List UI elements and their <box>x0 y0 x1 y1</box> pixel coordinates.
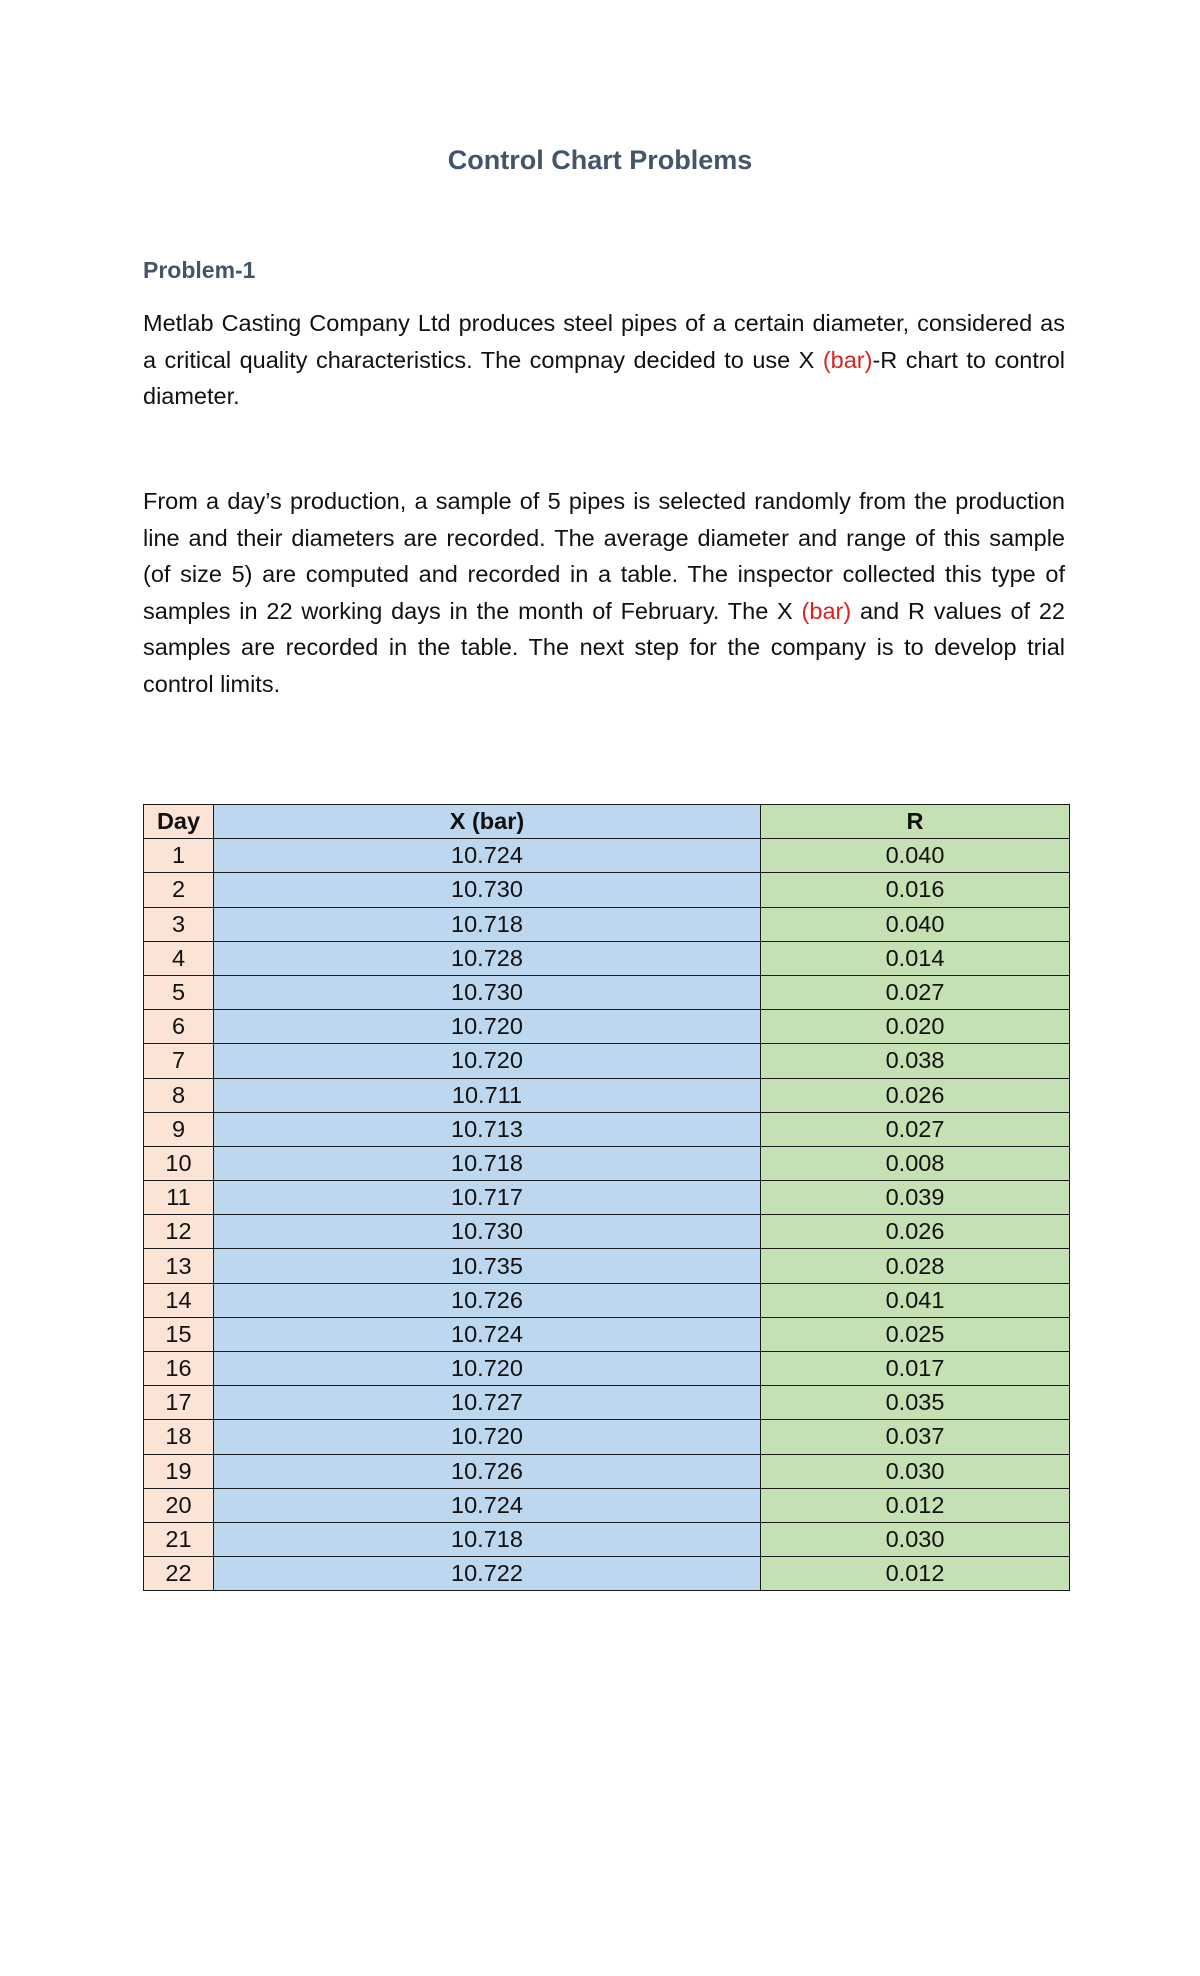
table-row <box>144 1488 1070 1522</box>
cell-xbar: 10.711 <box>214 1078 761 1112</box>
cell-range: 0.026 <box>761 1215 1070 1249</box>
cell-day: 4 <box>144 941 214 975</box>
cell-day: 6 <box>144 1010 214 1044</box>
cell-xbar: 10.720 <box>214 1420 761 1454</box>
cell-day: 21 <box>144 1522 214 1556</box>
cell-range: 0.014 <box>761 941 1070 975</box>
cell-range: 0.008 <box>761 1146 1070 1180</box>
cell-xbar: 10.730 <box>214 975 761 1009</box>
table-row <box>144 1146 1070 1180</box>
table-body <box>144 839 1070 1591</box>
sample-data-table <box>143 804 1070 1591</box>
table-row <box>144 1386 1070 1420</box>
cell-day: 2 <box>144 873 214 907</box>
cell-range: 0.027 <box>761 1112 1070 1146</box>
header-range: R <box>761 805 1070 839</box>
cell-day: 5 <box>144 975 214 1009</box>
table-row <box>144 839 1070 873</box>
cell-xbar: 10.728 <box>214 941 761 975</box>
table-row <box>144 1283 1070 1317</box>
cell-xbar: 10.724 <box>214 1488 761 1522</box>
cell-range: 0.028 <box>761 1249 1070 1283</box>
problem-description-paragraph <box>143 305 1065 415</box>
cell-range: 0.035 <box>761 1386 1070 1420</box>
paragraph-text: Metlab Casting Company Ltd produces steel pipes of a certain diameter, considered as a critical quality characteristics. The compnay decided to use X <box>143 310 1065 373</box>
cell-range: 0.041 <box>761 1283 1070 1317</box>
cell-xbar: 10.727 <box>214 1386 761 1420</box>
highlighted-text: (bar) <box>822 346 873 373</box>
cell-day: 8 <box>144 1078 214 1112</box>
cell-day: 3 <box>144 907 214 941</box>
cell-xbar: 10.720 <box>214 1352 761 1386</box>
table-row <box>144 941 1070 975</box>
table-row <box>144 1454 1070 1488</box>
table-row <box>144 1352 1070 1386</box>
cell-xbar: 10.726 <box>214 1283 761 1317</box>
cell-range: 0.030 <box>761 1522 1070 1556</box>
table-row <box>144 1112 1070 1146</box>
table-row <box>144 1044 1070 1078</box>
cell-day: 22 <box>144 1557 214 1591</box>
paragraph-text: -R chart to control diameter. <box>143 346 1065 409</box>
cell-day: 19 <box>144 1454 214 1488</box>
cell-day: 14 <box>144 1283 214 1317</box>
cell-range: 0.030 <box>761 1454 1070 1488</box>
table-row <box>144 1420 1070 1454</box>
table-row <box>144 1078 1070 1112</box>
table-row <box>144 1181 1070 1215</box>
paragraph-text: From a day’s production, a sample of 5 pipes is selected randomly from the production line and their diameters are recorded. The average diameter and range of this sample (of size 5) are computed and recorded in a table. The inspector collected this type of samples in 22 working days in the month of February. The X <box>143 488 1065 624</box>
table-row <box>144 1010 1070 1044</box>
table-row <box>144 975 1070 1009</box>
table-row <box>144 1249 1070 1283</box>
cell-xbar: 10.730 <box>214 1215 761 1249</box>
cell-xbar: 10.720 <box>214 1044 761 1078</box>
page-title: Control Chart Problems <box>447 145 753 175</box>
cell-xbar: 10.730 <box>214 873 761 907</box>
header-day: Day <box>144 805 214 839</box>
cell-xbar: 10.717 <box>214 1181 761 1215</box>
cell-xbar: 10.718 <box>214 1146 761 1180</box>
cell-day: 20 <box>144 1488 214 1522</box>
cell-range: 0.016 <box>761 873 1070 907</box>
table-row <box>144 1317 1070 1351</box>
cell-range: 0.038 <box>761 1044 1070 1078</box>
cell-range: 0.012 <box>761 1557 1070 1591</box>
cell-day: 18 <box>144 1420 214 1454</box>
highlighted-text: (bar) <box>801 597 852 624</box>
cell-range: 0.037 <box>761 1420 1070 1454</box>
cell-day: 10 <box>144 1146 214 1180</box>
cell-xbar: 10.722 <box>214 1557 761 1591</box>
cell-day: 11 <box>144 1181 214 1215</box>
cell-range: 0.025 <box>761 1317 1070 1351</box>
cell-day: 7 <box>144 1044 214 1078</box>
cell-range: 0.020 <box>761 1010 1070 1044</box>
cell-day: 17 <box>144 1386 214 1420</box>
table-row <box>144 1522 1070 1556</box>
cell-range: 0.017 <box>761 1352 1070 1386</box>
cell-xbar: 10.735 <box>214 1249 761 1283</box>
table-header-row <box>144 805 1070 839</box>
cell-day: 12 <box>144 1215 214 1249</box>
sampling-description-paragraph <box>143 483 1065 702</box>
cell-day: 13 <box>144 1249 214 1283</box>
table-row <box>144 907 1070 941</box>
cell-xbar: 10.718 <box>214 1522 761 1556</box>
problem-heading: Problem-1 <box>143 257 256 283</box>
cell-range: 0.039 <box>761 1181 1070 1215</box>
cell-range: 0.040 <box>761 839 1070 873</box>
cell-day: 16 <box>144 1352 214 1386</box>
cell-range: 0.027 <box>761 975 1070 1009</box>
cell-range: 0.026 <box>761 1078 1070 1112</box>
paragraph-text: and R values of 22 samples are recorded in the table. The next step for the company is to develop trial control limits. <box>143 597 1065 697</box>
cell-xbar: 10.720 <box>214 1010 761 1044</box>
cell-day: 15 <box>144 1317 214 1351</box>
header-xbar: X (bar) <box>214 805 761 839</box>
cell-range: 0.040 <box>761 907 1070 941</box>
cell-xbar: 10.724 <box>214 1317 761 1351</box>
cell-range: 0.012 <box>761 1488 1070 1522</box>
table-row <box>144 1557 1070 1591</box>
cell-xbar: 10.713 <box>214 1112 761 1146</box>
cell-xbar: 10.724 <box>214 839 761 873</box>
cell-xbar: 10.718 <box>214 907 761 941</box>
table-row <box>144 1215 1070 1249</box>
table-row <box>144 873 1070 907</box>
cell-day: 9 <box>144 1112 214 1146</box>
cell-xbar: 10.726 <box>214 1454 761 1488</box>
cell-day: 1 <box>144 839 214 873</box>
